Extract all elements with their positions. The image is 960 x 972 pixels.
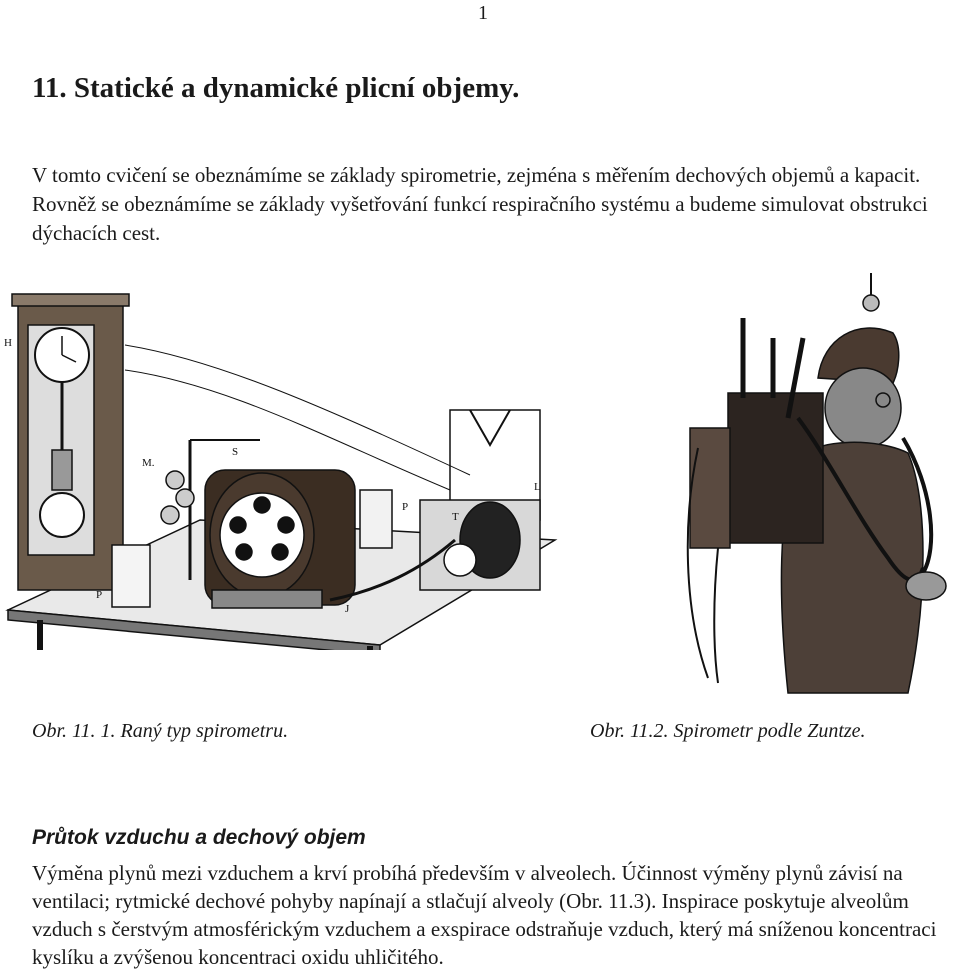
fig1-label-h: H [4,337,12,349]
figure-caption-2: Obr. 11.2. Spirometr podle Zuntze. [590,720,866,742]
section-heading: Průtok vzduchu a dechový objem [32,826,366,849]
figure-caption-1: Obr. 11. 1. Raný typ spirometru. [32,720,289,742]
fig1-label-m: M. [142,457,155,469]
fig1-label-p-right: P [402,501,409,513]
fig1-label-l: L [534,481,541,493]
fig1-label-t: T [452,511,459,523]
body-paragraph: Výměna plynů mezi vzduchem a krví probíhá především v alveolech. Účinnost výměny plynů závisí na ventilaci; rytmické dechové pohyby napínají a stlačují alveoly (Obr. 11.3). Inspirace poskytuje alveolům vzduch s čerstvým atmosférickým vzduchem a exspirace odstraňuje vzduch, který má sníženou koncentraci kyslíku a zvýšenou koncentraci oxidu uhličitého. [32,861,937,969]
fig1-label-p-left: P [96,589,103,601]
fig1-label-s: S [232,446,239,458]
page-number: 1 [478,2,488,24]
figure-zuntz-spirometer [668,268,958,698]
figure-early-spirometer [0,290,560,650]
page-title: 11. Statické a dynamické plicní objemy. [32,72,520,104]
intro-paragraph: V tomto cvičení se obeznámíme se základy spirometrie, zejména s měřením dechových objemů a kapacit. Rovněž se obeznámíme se základy vyšetřování funkcí respiračního systému a budeme simulovat obstrukci dýchacích cest. [32,163,928,245]
fig1-label-j: J [345,603,350,615]
